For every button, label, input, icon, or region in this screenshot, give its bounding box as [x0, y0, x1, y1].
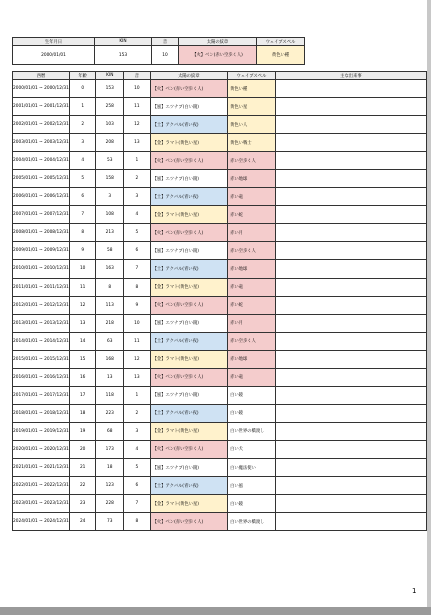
age-cell: 3: [69, 134, 96, 152]
tone-cell: 6: [124, 242, 151, 260]
viewer-bottom-bar: [0, 607, 431, 615]
events-cell: [275, 134, 426, 152]
age-cell: 21: [69, 458, 96, 476]
solar-seal-cell: 【火】ベン(赤い空歩く人): [179, 46, 257, 65]
period-cell: 2017/01/01 ~ 2017/12/31: [13, 386, 70, 404]
table-row: [13, 332, 427, 350]
wavespell-cell: 赤い地球: [228, 170, 276, 188]
solar-seal-cell: 【火】ベン(赤い空歩く人): [150, 152, 227, 170]
kin-cell: 3: [96, 188, 124, 206]
wavespell-cell: 赤い竜: [228, 368, 276, 386]
solar-seal-cell: 【火】ベン(赤い空歩く人): [150, 513, 227, 531]
solar-seal-cell: 【金】ラマト(黄色い星): [150, 134, 227, 152]
period-cell: 2024/01/01 ~ 2024/12/31: [13, 513, 70, 531]
age-cell: 11: [69, 278, 96, 296]
solar-seal-cell: 【土】アクバル(青い夜): [150, 116, 227, 134]
events-cell: [275, 314, 426, 332]
table-row: [13, 368, 427, 386]
age-cell: 20: [69, 440, 96, 458]
kin-cell: 13: [96, 368, 124, 386]
age-cell: 15: [69, 350, 96, 368]
table-row: [13, 278, 427, 296]
tone-cell: 7: [124, 495, 151, 513]
age-cell: 8: [69, 224, 96, 242]
table-row: [13, 296, 427, 314]
period-cell: 2001/01/01 ~ 2001/12/31: [13, 98, 70, 116]
solar-seal-cell: 【風】エツナブ(白い鏡): [150, 242, 227, 260]
period-cell: 2008/01/01 ~ 2008/12/31: [13, 224, 70, 242]
tone-cell: 10: [124, 80, 151, 98]
period-cell: 2016/01/01 ~ 2016/12/31: [13, 368, 70, 386]
tone-cell: 4: [124, 440, 151, 458]
tone-cell: 2: [124, 170, 151, 188]
kin-cell: 8: [96, 278, 124, 296]
age-cell: 18: [69, 404, 96, 422]
birth-info-table: [12, 37, 305, 65]
tone-cell: 10: [152, 46, 179, 65]
table-row: [13, 477, 427, 495]
age-cell: 2: [69, 116, 96, 134]
tone-cell: 13: [124, 134, 151, 152]
kin-cell: 228: [96, 495, 124, 513]
table-row: [13, 242, 427, 260]
kin-cell: 208: [96, 134, 124, 152]
events-cell: [275, 350, 426, 368]
page-number: 1: [412, 587, 417, 595]
events-cell: [275, 98, 426, 116]
period-cell: 2015/01/01 ~ 2015/12/31: [13, 350, 70, 368]
kin-cell: 168: [96, 350, 124, 368]
period-cell: 2020/01/01 ~ 2020/12/31: [13, 440, 70, 458]
column-header: 音: [152, 38, 179, 46]
events-cell: [275, 242, 426, 260]
solar-seal-cell: 【金】ラマト(黄色い星): [150, 350, 227, 368]
events-cell: [275, 495, 426, 513]
kin-cell: 153: [96, 80, 124, 98]
tone-cell: 6: [124, 477, 151, 495]
events-cell: [275, 224, 426, 242]
kin-cell: 123: [96, 477, 124, 495]
table-row: [13, 513, 427, 531]
column-header: KIN: [95, 38, 152, 46]
events-cell: [275, 206, 426, 224]
kin-cell: 53: [96, 152, 124, 170]
age-cell: 9: [69, 242, 96, 260]
events-cell: [275, 296, 426, 314]
period-cell: 2005/01/01 ~ 2005/12/31: [13, 170, 70, 188]
table-row: [13, 260, 427, 278]
period-cell: 2009/01/01 ~ 2009/12/31: [13, 242, 70, 260]
period-cell: 2021/01/01 ~ 2021/12/31: [13, 458, 70, 476]
solar-seal-cell: 【金】ラマト(黄色い星): [150, 422, 227, 440]
solar-seal-cell: 【火】ベン(赤い空歩く人): [150, 440, 227, 458]
table-row: [13, 224, 427, 242]
period-cell: 2011/01/01 ~ 2011/12/31: [13, 278, 70, 296]
tone-cell: 9: [124, 296, 151, 314]
kin-cell: 258: [96, 98, 124, 116]
kin-cell: 223: [96, 404, 124, 422]
kin-cell: 153: [95, 46, 152, 65]
birth-info-header-row: [13, 38, 305, 46]
age-cell: 23: [69, 495, 96, 513]
column-header: 西暦: [13, 72, 70, 80]
period-cell: 2018/01/01 ~ 2018/12/31: [13, 404, 70, 422]
solar-seal-cell: 【火】ベン(赤い空歩く人): [150, 296, 227, 314]
table-row: [13, 152, 427, 170]
period-cell: 2012/01/01 ~ 2012/12/31: [13, 296, 70, 314]
solar-seal-cell: 【風】エツナブ(白い鏡): [150, 98, 227, 116]
table-row: [13, 404, 427, 422]
wavespell-cell: 黄色い種: [257, 46, 305, 65]
tone-cell: 11: [124, 332, 151, 350]
solar-seal-cell: 【火】ベン(赤い空歩く人): [150, 224, 227, 242]
column-header: ウェイブスペル: [228, 72, 276, 80]
age-cell: 12: [69, 296, 96, 314]
period-cell: 2002/01/01 ~ 2002/12/31: [13, 116, 70, 134]
age-cell: 19: [69, 422, 96, 440]
kin-cell: 63: [96, 332, 124, 350]
wavespell-cell: 赤い空歩く人: [228, 332, 276, 350]
solar-seal-cell: 【土】アクバル(青い夜): [150, 404, 227, 422]
solar-seal-cell: 【風】エツナブ(白い鏡): [150, 170, 227, 188]
solar-seal-cell: 【土】アクバル(青い夜): [150, 260, 227, 278]
solar-seal-cell: 【金】ラマト(黄色い星): [150, 278, 227, 296]
tone-cell: 8: [124, 513, 151, 531]
tone-cell: 5: [124, 224, 151, 242]
wavespell-cell: 黄色い人: [228, 116, 276, 134]
events-cell: [275, 386, 426, 404]
solar-seal-cell: 【風】エツナブ(白い鏡): [150, 458, 227, 476]
tone-cell: 3: [124, 188, 151, 206]
kin-cell: 218: [96, 314, 124, 332]
kin-cell: 173: [96, 440, 124, 458]
solar-seal-cell: 【土】アクバル(青い夜): [150, 188, 227, 206]
kin-cell: 103: [96, 116, 124, 134]
table-row: [13, 206, 427, 224]
wavespell-cell: 赤い月: [228, 224, 276, 242]
events-cell: [275, 404, 426, 422]
table-row: [13, 170, 427, 188]
age-cell: 14: [69, 332, 96, 350]
kin-cell: 58: [96, 242, 124, 260]
tone-cell: 7: [124, 260, 151, 278]
wavespell-cell: 白い風: [228, 477, 276, 495]
solar-seal-cell: 【火】ベン(赤い空歩く人): [150, 80, 227, 98]
events-cell: [275, 188, 426, 206]
kin-cell: 158: [96, 170, 124, 188]
wavespell-cell: 赤い蛇: [228, 206, 276, 224]
period-cell: 2010/01/01 ~ 2010/12/31: [13, 260, 70, 278]
kin-cell: 68: [96, 422, 124, 440]
period-cell: 2022/01/01 ~ 2022/12/31: [13, 477, 70, 495]
wavespell-cell: 赤い月: [228, 314, 276, 332]
tone-cell: 10: [124, 314, 151, 332]
wavespell-cell: 黄色い種: [228, 80, 276, 98]
birth-date-cell: 2000/01/01: [13, 46, 95, 65]
period-cell: 2023/01/01 ~ 2023/12/31: [13, 495, 70, 513]
wavespell-cell: 白い鏡: [228, 495, 276, 513]
kin-cell: 18: [96, 458, 124, 476]
wavespell-cell: 黄色い戦士: [228, 134, 276, 152]
column-header: 年齢: [69, 72, 96, 80]
table-row: [13, 386, 427, 404]
events-cell: [275, 170, 426, 188]
age-cell: 1: [69, 98, 96, 116]
wavespell-cell: 赤い地球: [228, 350, 276, 368]
kin-cell: 108: [96, 206, 124, 224]
age-cell: 5: [69, 170, 96, 188]
yearly-kin-header-row: [13, 72, 427, 80]
tone-cell: 11: [124, 98, 151, 116]
table-row: [13, 98, 427, 116]
table-row: [13, 440, 427, 458]
tone-cell: 1: [124, 386, 151, 404]
period-cell: 2014/01/01 ~ 2014/12/31: [13, 332, 70, 350]
table-row: [13, 422, 427, 440]
events-cell: [275, 513, 426, 531]
kin-cell: 118: [96, 386, 124, 404]
solar-seal-cell: 【風】エツナブ(白い鏡): [150, 386, 227, 404]
tone-cell: 12: [124, 350, 151, 368]
wavespell-cell: 赤い蛇: [228, 296, 276, 314]
age-cell: 6: [69, 188, 96, 206]
wavespell-cell: 赤い竜: [228, 278, 276, 296]
column-header: 生年月日: [13, 38, 95, 46]
solar-seal-cell: 【土】アクバル(青い夜): [150, 332, 227, 350]
events-cell: [275, 332, 426, 350]
age-cell: 7: [69, 206, 96, 224]
wavespell-cell: 白い鏡: [228, 386, 276, 404]
yearly-kin-table: [12, 71, 427, 531]
wavespell-cell: 赤い空歩く人: [228, 242, 276, 260]
events-cell: [275, 80, 426, 98]
table-row: [13, 314, 427, 332]
events-cell: [275, 458, 426, 476]
age-cell: 22: [69, 477, 96, 495]
column-header: 太陽の紋章: [150, 72, 227, 80]
kin-cell: 213: [96, 224, 124, 242]
column-header: 太陽の紋章: [179, 38, 257, 46]
period-cell: 2004/01/01 ~ 2004/12/31: [13, 152, 70, 170]
age-cell: 13: [69, 314, 96, 332]
events-cell: [275, 278, 426, 296]
age-cell: 24: [69, 513, 96, 531]
period-cell: 2007/01/01 ~ 2007/12/31: [13, 206, 70, 224]
tone-cell: 13: [124, 368, 151, 386]
column-header: KIN: [96, 72, 124, 80]
table-row: [13, 458, 427, 476]
solar-seal-cell: 【火】ベン(赤い空歩く人): [150, 368, 227, 386]
tone-cell: 1: [124, 152, 151, 170]
age-cell: 17: [69, 386, 96, 404]
column-header: ウェイブスペル: [257, 38, 305, 46]
birth-info-row: [13, 46, 305, 65]
table-row: [13, 188, 427, 206]
wavespell-cell: 白い世界の橋渡し: [228, 422, 276, 440]
age-cell: 4: [69, 152, 96, 170]
table-row: [13, 350, 427, 368]
column-header: 音: [124, 72, 151, 80]
period-cell: 2019/01/01 ~ 2019/12/31: [13, 422, 70, 440]
events-cell: [275, 368, 426, 386]
column-header: 主な出来事: [275, 72, 426, 80]
tone-cell: 2: [124, 404, 151, 422]
events-cell: [275, 260, 426, 278]
age-cell: 16: [69, 368, 96, 386]
events-cell: [275, 422, 426, 440]
table-row: [13, 495, 427, 513]
solar-seal-cell: 【金】ラマト(黄色い星): [150, 206, 227, 224]
table-row: [13, 134, 427, 152]
table-row: [13, 80, 427, 98]
wavespell-cell: 白い犬: [228, 440, 276, 458]
kin-cell: 163: [96, 260, 124, 278]
events-cell: [275, 116, 426, 134]
solar-seal-cell: 【風】エツナブ(白い鏡): [150, 314, 227, 332]
solar-seal-cell: 【土】アクバル(青い夜): [150, 477, 227, 495]
wavespell-cell: 白い鏡: [228, 404, 276, 422]
tone-cell: 8: [124, 278, 151, 296]
age-cell: 0: [69, 80, 96, 98]
wavespell-cell: 白い魔法使い: [228, 458, 276, 476]
tone-cell: 5: [124, 458, 151, 476]
wavespell-cell: 赤い空歩く人: [228, 152, 276, 170]
kin-cell: 73: [96, 513, 124, 531]
tone-cell: 4: [124, 206, 151, 224]
period-cell: 2000/01/01 ~ 2000/12/31: [13, 80, 70, 98]
events-cell: [275, 440, 426, 458]
wavespell-cell: 赤い竜: [228, 188, 276, 206]
age-cell: 10: [69, 260, 96, 278]
events-cell: [275, 477, 426, 495]
tone-cell: 12: [124, 116, 151, 134]
period-cell: 2013/01/01 ~ 2013/12/31: [13, 314, 70, 332]
period-cell: 2003/01/01 ~ 2003/12/31: [13, 134, 70, 152]
table-row: [13, 116, 427, 134]
period-cell: 2006/01/01 ~ 2006/12/31: [13, 188, 70, 206]
kin-cell: 113: [96, 296, 124, 314]
tone-cell: 3: [124, 422, 151, 440]
wavespell-cell: 赤い地球: [228, 260, 276, 278]
wavespell-cell: 黄色い星: [228, 98, 276, 116]
solar-seal-cell: 【金】ラマト(黄色い星): [150, 495, 227, 513]
wavespell-cell: 白い世界の橋渡し: [228, 513, 276, 531]
events-cell: [275, 152, 426, 170]
